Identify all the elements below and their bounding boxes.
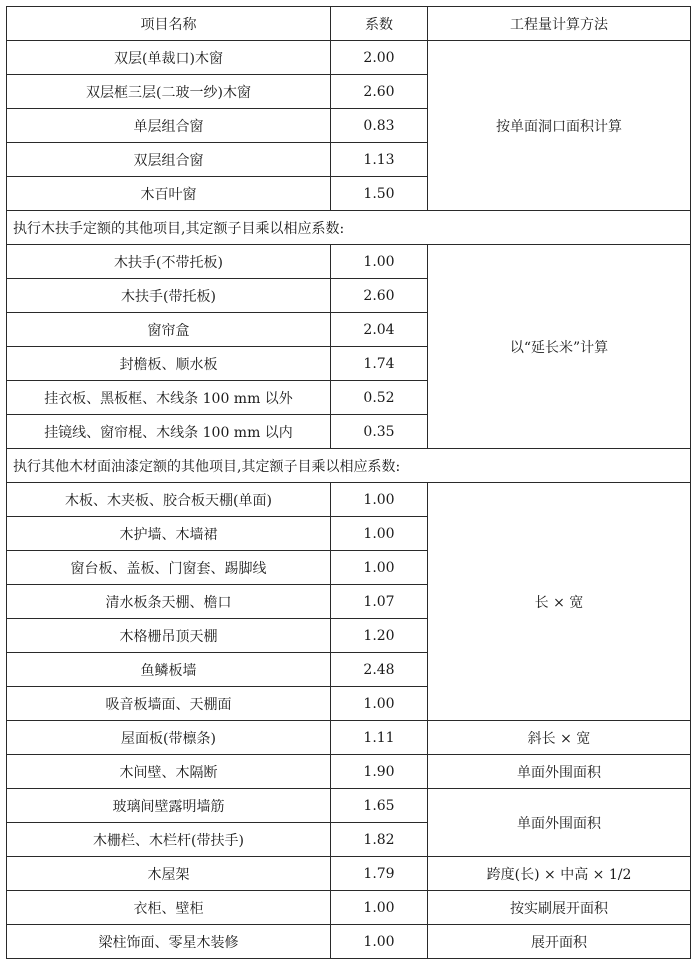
- table-row: [7, 857, 691, 891]
- item-coef: 1.07: [331, 585, 428, 619]
- item-coef: 0.52: [331, 381, 428, 415]
- item-name: 玻璃间壁露明墙筋: [7, 789, 331, 823]
- item-name: 清水板条天棚、檐口: [7, 585, 331, 619]
- item-coef: 1.00: [331, 687, 428, 721]
- item-name: 封檐板、顺水板: [7, 347, 331, 381]
- item-coef: 1.13: [331, 143, 428, 177]
- item-coef: 1.11: [331, 721, 428, 755]
- calc-method: 按单面洞口面积计算: [428, 41, 691, 211]
- item-name: 屋面板(带檩条): [7, 721, 331, 755]
- item-coef: 1.00: [331, 925, 428, 959]
- item-name: 衣柜、壁柜: [7, 891, 331, 925]
- header-name: 项目名称: [7, 7, 331, 41]
- item-name: 吸音板墙面、天棚面: [7, 687, 331, 721]
- item-coef: 2.04: [331, 313, 428, 347]
- item-coef: 0.83: [331, 109, 428, 143]
- item-coef: 2.60: [331, 75, 428, 109]
- table-row: [7, 41, 691, 75]
- item-name: 鱼鳞板墙: [7, 653, 331, 687]
- section-caption: 执行木扶手定额的其他项目,其定额子目乘以相应系数:: [7, 211, 691, 245]
- item-name: 木屋架: [7, 857, 331, 891]
- item-coef: 1.00: [331, 245, 428, 279]
- table-row: [7, 483, 691, 517]
- item-name: 木百叶窗: [7, 177, 331, 211]
- calc-method: 以“延长米”计算: [428, 245, 691, 449]
- item-name: 木扶手(不带托板): [7, 245, 331, 279]
- calc-method: 斜长 × 宽: [428, 721, 691, 755]
- section-row: [7, 211, 691, 245]
- table-row: [7, 245, 691, 279]
- calc-method: 展开面积: [428, 925, 691, 959]
- calc-method: 单面外围面积: [428, 789, 691, 857]
- item-name: 木栅栏、木栏杆(带扶手): [7, 823, 331, 857]
- section-row: [7, 449, 691, 483]
- item-name: 挂衣板、黑板框、木线条 100 mm 以外: [7, 381, 331, 415]
- section-caption: 执行其他木材面油漆定额的其他项目,其定额子目乘以相应系数:: [7, 449, 691, 483]
- item-name: 木格栅吊顶天棚: [7, 619, 331, 653]
- header-row: [7, 7, 691, 41]
- item-coef: 2.48: [331, 653, 428, 687]
- item-name: 梁柱饰面、零星木装修: [7, 925, 331, 959]
- item-name: 窗帘盒: [7, 313, 331, 347]
- table-row: [7, 925, 691, 959]
- header-coef: 系数: [331, 7, 428, 41]
- calc-method: 单面外围面积: [428, 755, 691, 789]
- calc-method: 按实刷展开面积: [428, 891, 691, 925]
- item-coef: 2.00: [331, 41, 428, 75]
- table-row: [7, 721, 691, 755]
- table-row: [7, 755, 691, 789]
- calc-method: 跨度(长) × 中高 × 1/2: [428, 857, 691, 891]
- item-coef: 1.65: [331, 789, 428, 823]
- item-coef: 1.79: [331, 857, 428, 891]
- item-name: 窗台板、盖板、门窗套、踢脚线: [7, 551, 331, 585]
- item-name: 木间壁、木隔断: [7, 755, 331, 789]
- item-name: 木扶手(带托板): [7, 279, 331, 313]
- item-coef: 1.00: [331, 483, 428, 517]
- table-row: [7, 789, 691, 823]
- item-name: 双层组合窗: [7, 143, 331, 177]
- item-coef: 1.00: [331, 891, 428, 925]
- item-coef: 1.20: [331, 619, 428, 653]
- item-coef: 1.50: [331, 177, 428, 211]
- calc-method: 长 × 宽: [428, 483, 691, 721]
- item-coef: 1.90: [331, 755, 428, 789]
- item-name: 双层(单裁口)木窗: [7, 41, 331, 75]
- item-coef: 1.74: [331, 347, 428, 381]
- item-coef: 2.60: [331, 279, 428, 313]
- table-row: [7, 891, 691, 925]
- item-name: 单层组合窗: [7, 109, 331, 143]
- item-coef: 1.00: [331, 551, 428, 585]
- item-name: 挂镜线、窗帘棍、木线条 100 mm 以内: [7, 415, 331, 449]
- header-method: 工程量计算方法: [428, 7, 691, 41]
- item-coef: 0.35: [331, 415, 428, 449]
- coefficient-table: [6, 6, 691, 959]
- item-coef: 1.00: [331, 517, 428, 551]
- item-name: 木护墙、木墙裙: [7, 517, 331, 551]
- item-coef: 1.82: [331, 823, 428, 857]
- item-name: 双层框三层(二玻一纱)木窗: [7, 75, 331, 109]
- item-name: 木板、木夹板、胶合板天棚(单面): [7, 483, 331, 517]
